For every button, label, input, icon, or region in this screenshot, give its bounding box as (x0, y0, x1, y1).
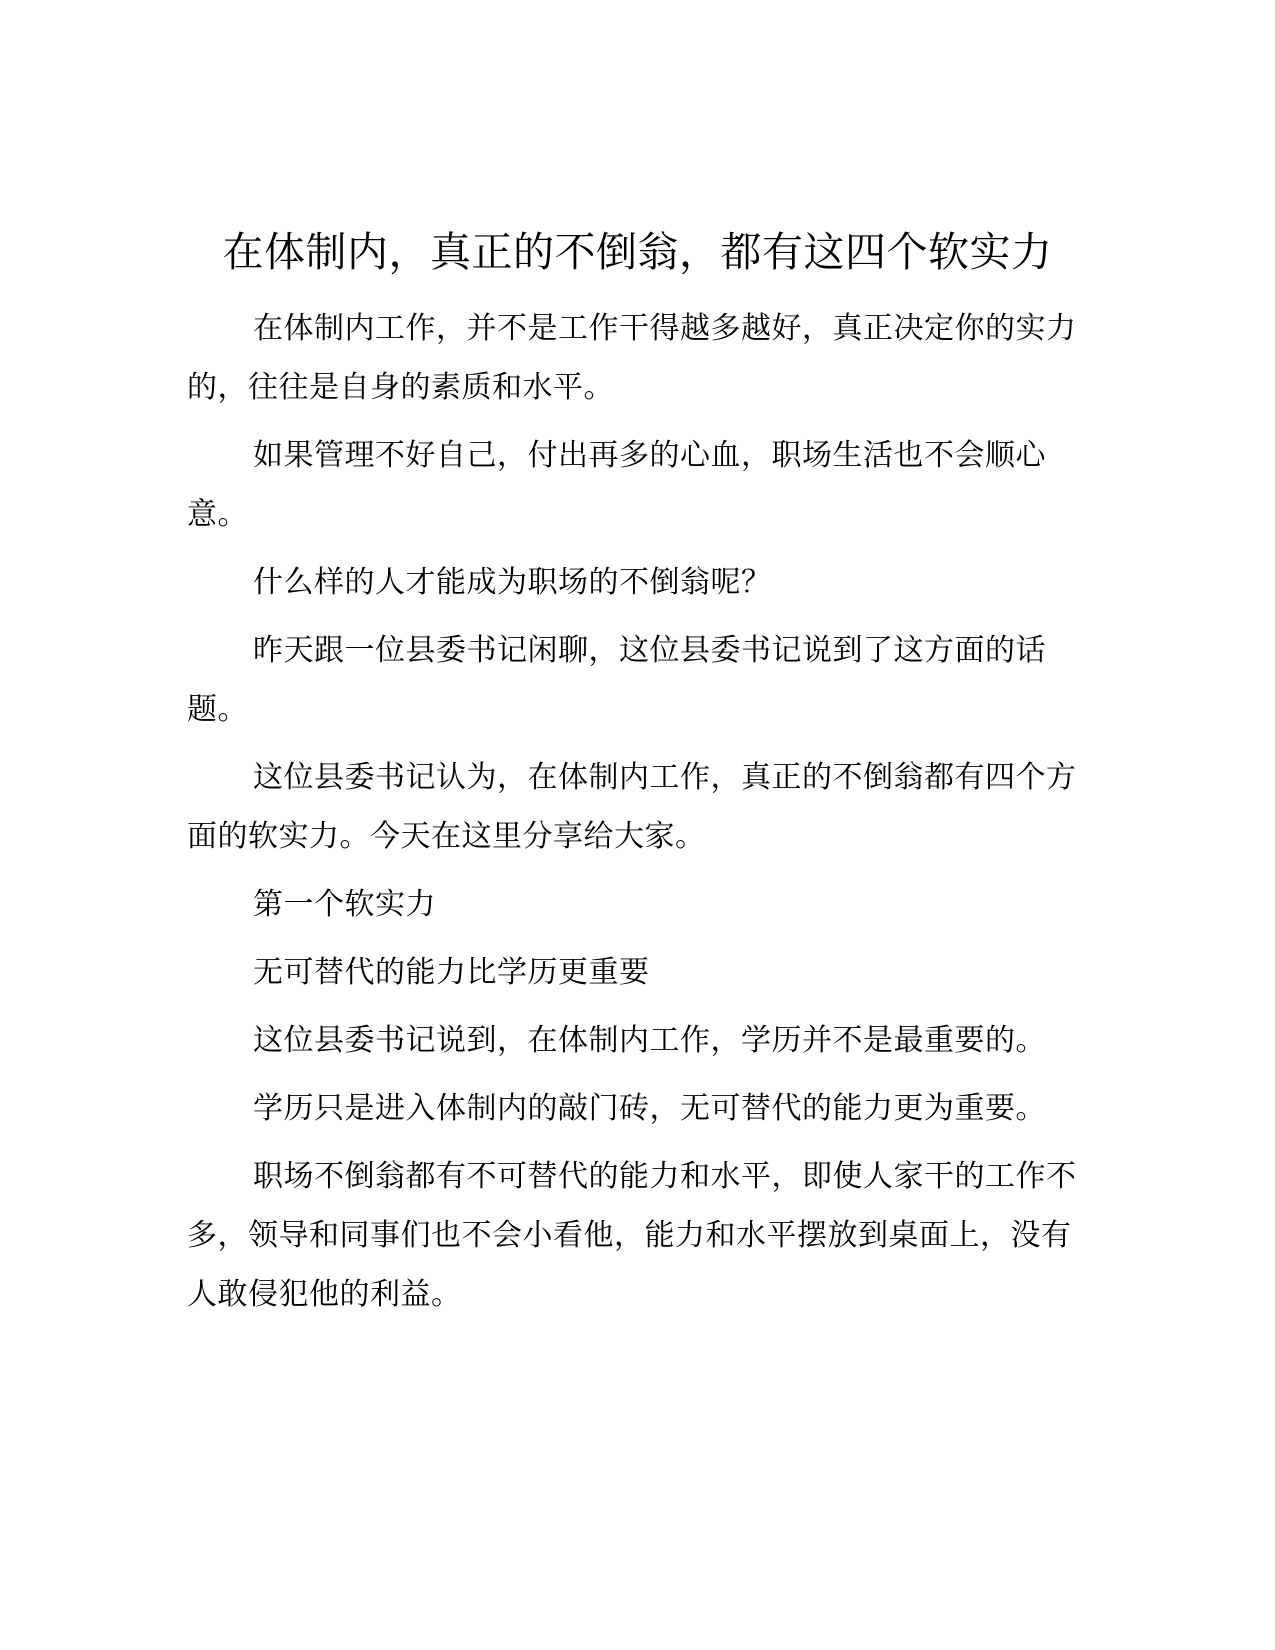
section-heading: 第一个软实力 (253, 887, 436, 922)
paragraph: 职场不倒翁都有不可替代的能力和水平，即使人家干的工作不多，领导和同事们也不会小看他，能力和水平摆放到桌面上，没有人敢侵犯他的利益。 (187, 1159, 1077, 1312)
paragraph: 什么样的人才能成为职场的不倒翁呢？ (253, 565, 772, 600)
paragraph: 昨天跟一位县委书记闲聊，这位县委书记说到了这方面的话题。 (187, 633, 1046, 727)
paragraph: 学历只是进入体制内的敲门砖，无可替代的能力更为重要。 (253, 1091, 1046, 1126)
document-title: 在体制内，真正的不倒翁，都有这四个软实力 (222, 228, 1053, 276)
document-body (187, 299, 1087, 1333)
paragraph: 这位县委书记说到，在体制内工作，学历并不是最重要的。 (253, 1023, 1046, 1058)
paragraph: 如果管理不好自己，付出再多的心血，职场生活也不会顺心意。 (187, 438, 1046, 532)
section-subheading: 无可替代的能力比学历更重要 (253, 955, 650, 990)
paragraph: 在体制内工作，并不是工作干得越多越好，真正决定你的实力的，往往是自身的素质和水平。 (187, 311, 1077, 405)
paragraph: 这位县委书记认为，在体制内工作，真正的不倒翁都有四个方面的软实力。今天在这里分享给大家。 (187, 760, 1077, 854)
